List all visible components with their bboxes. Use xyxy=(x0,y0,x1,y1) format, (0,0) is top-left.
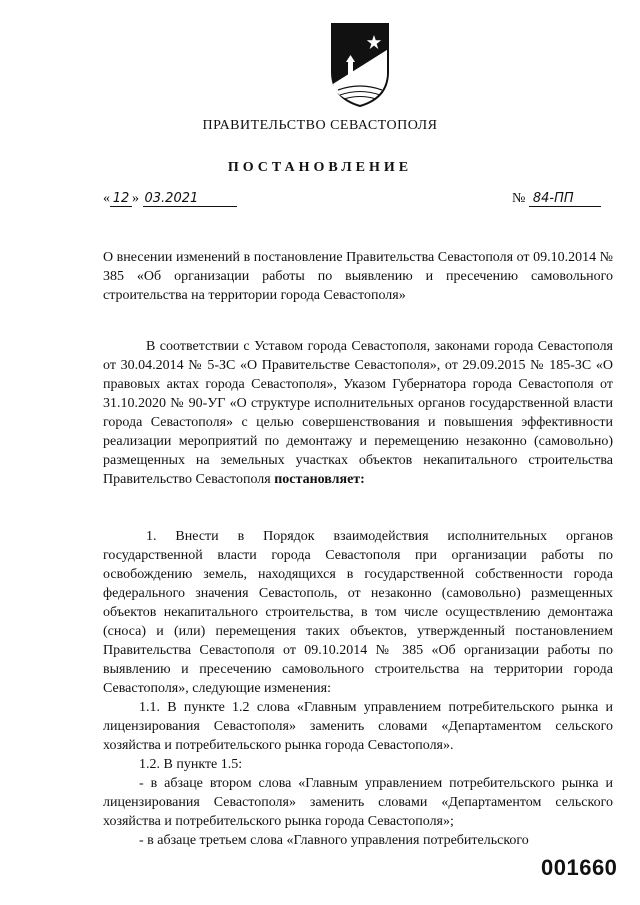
number-sign: № xyxy=(512,191,526,206)
item-1-2-a-text: - в абзаце втором слова «Главным управлением потребительского рынка и лицензирования Севастополя» заменить словами «Департаментом сельского хозяйства и потребительского рынка города Севастополя»; xyxy=(103,776,613,829)
preamble-text: В соответствии с Уставом города Севастополя, законами города Севастополя от 30.04.2014 № 5-ЗС «О Правительстве Севастополя», от 29.09.2015 № 185-ЗС «О правовых актах города Севастополя», Указом Губернатора города Севастополя от 31.10.2020 № 90-УГ «О структуре исполнительных органов государственной власти города Севастополя» с целью совершенствования и повышения эффективности реализации мероприятий по демонтажу и перемещению незаконно (самовольно) размещенных на земельных участках объектов некапитального строительства Правительство Севастополя xyxy=(103,339,613,487)
serial-number: 001660 xyxy=(541,855,618,880)
decree-word: постановляет: xyxy=(274,472,365,487)
number-value: 84-ПП xyxy=(529,191,601,207)
item-1-2-b-text: - в абзаце третьем слова «Главного управления потребительского xyxy=(139,833,529,848)
decree-number xyxy=(512,191,601,207)
item-1-block xyxy=(103,527,613,850)
date-close-quote: » xyxy=(132,191,139,206)
decree-subject: О внесении изменений в постановление Правительства Севастополя от 09.10.2014 № 385 «Об организации работы по выявлению и пресечению самовольного строительства на территории города Севастополя» xyxy=(103,250,613,303)
item-1-text: 1. Внести в Порядок взаимодействия исполнительных органов государственной власти города Севастополя при организации работы по освобождению земель, находящихся в государственной собственности города федерального значения Севастополь, от незаконно (самовольно) размещенных объектов некапитального строительства, в том числе осуществлению демонтажа (сноса) и (или) перемещения таких объектов, утвержденный постановлением Правительства Севастополя от 09.10.2014 № 385 «Об организации работы по выявлению и пресечению самовольного строительства на территории города Севастополя», следующие изменения: xyxy=(103,529,613,696)
government-title: ПРАВИТЕЛЬСТВО СЕВАСТОПОЛЯ xyxy=(202,118,438,133)
date-open-quote: « xyxy=(103,191,110,206)
date-day: 12 xyxy=(110,191,132,207)
item-1-2-text: 1.2. В пункте 1.5: xyxy=(139,757,243,772)
decree-date xyxy=(103,191,237,207)
date-month-year: 03.2021 xyxy=(143,191,237,207)
document-type-title: ПОСТАНОВЛЕНИЕ xyxy=(227,160,413,175)
sevastopol-coat-of-arms-icon xyxy=(330,22,390,108)
item-1-1-text: 1.1. В пункте 1.2 слова «Главным управлением потребительского рынка и лицензирования Севастополя» заменить словами «Департаментом сельского хозяйства и потребительского рынка города Севастополя». xyxy=(103,700,613,753)
preamble-paragraph xyxy=(103,337,613,489)
